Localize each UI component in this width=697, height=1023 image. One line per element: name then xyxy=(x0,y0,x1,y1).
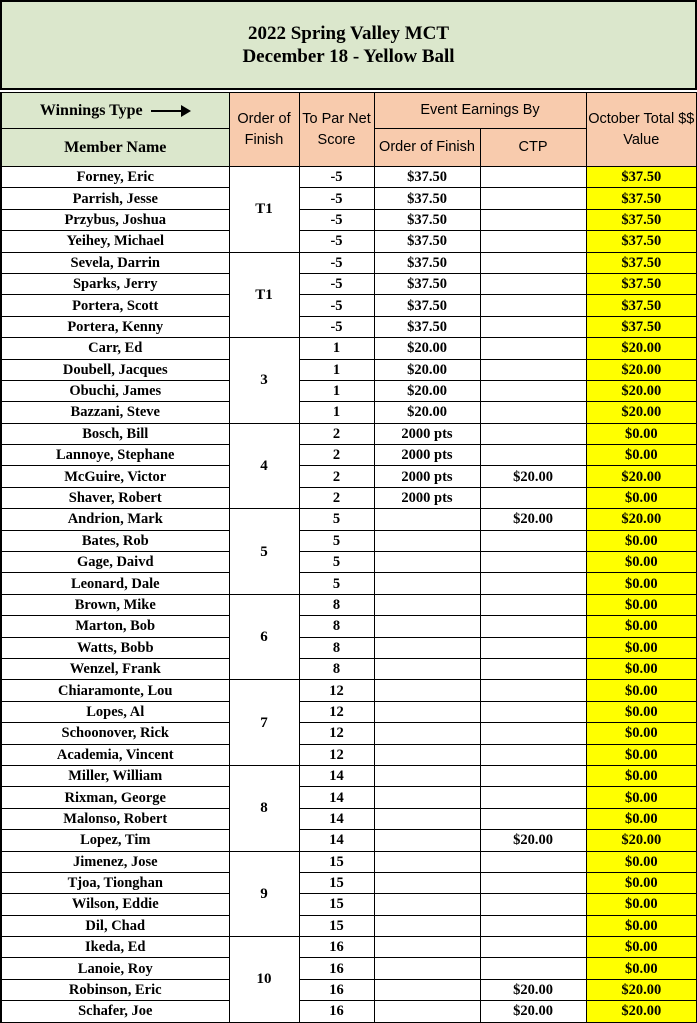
table-row xyxy=(1,787,697,808)
table-row xyxy=(1,958,697,979)
earnings-order-cell: $20.00 xyxy=(374,359,480,380)
earnings-ctp-cell xyxy=(480,723,586,744)
earnings-ctp-cell xyxy=(480,295,586,316)
earnings-order-cell xyxy=(374,723,480,744)
table-row xyxy=(1,188,697,209)
earnings-order-cell: $37.50 xyxy=(374,252,480,273)
order-of-finish-cell: 8 xyxy=(229,765,299,851)
earnings-ctp-cell xyxy=(480,316,586,337)
net-score-cell: 16 xyxy=(299,937,374,958)
table-row xyxy=(1,445,697,466)
earnings-ctp-cell xyxy=(480,445,586,466)
earnings-ctp-cell xyxy=(480,851,586,872)
total-value-cell: $20.00 xyxy=(586,1001,697,1022)
table-row xyxy=(1,552,697,573)
earnings-ctp-cell xyxy=(480,530,586,551)
table-row xyxy=(1,509,697,530)
results-table xyxy=(0,92,697,1023)
total-value-cell: $0.00 xyxy=(586,637,697,658)
earnings-order-cell: $37.50 xyxy=(374,295,480,316)
earnings-ctp-cell xyxy=(480,167,586,188)
member-name-cell: Lannoye, Stephane xyxy=(1,445,229,466)
earnings-ctp-cell xyxy=(480,252,586,273)
earnings-order-cell xyxy=(374,509,480,530)
net-score-cell: 5 xyxy=(299,509,374,530)
member-name-cell: Lanoie, Roy xyxy=(1,958,229,979)
earnings-order-cell xyxy=(374,937,480,958)
earnings-order-cell xyxy=(374,680,480,701)
member-name-cell: Obuchi, James xyxy=(1,380,229,401)
member-name-cell: Ikeda, Ed xyxy=(1,937,229,958)
member-name-cell: Doubell, Jacques xyxy=(1,359,229,380)
table-row xyxy=(1,273,697,294)
net-score-cell: 16 xyxy=(299,979,374,1000)
net-score-cell: -5 xyxy=(299,209,374,230)
event-earnings-header: Event Earnings By xyxy=(374,93,586,129)
total-value-cell: $0.00 xyxy=(586,937,697,958)
total-value-cell: $37.50 xyxy=(586,167,697,188)
table-row xyxy=(1,658,697,679)
net-score-cell: 2 xyxy=(299,466,374,487)
earnings-ctp-cell xyxy=(480,573,586,594)
table-row xyxy=(1,402,697,423)
member-name-cell: Forney, Eric xyxy=(1,167,229,188)
member-name-cell: Wenzel, Frank xyxy=(1,658,229,679)
earnings-order-cell: $37.50 xyxy=(374,188,480,209)
table-row xyxy=(1,937,697,958)
total-value-cell: $0.00 xyxy=(586,787,697,808)
order-of-finish-header: Order of Finish xyxy=(229,93,299,167)
member-name-cell: Sevela, Darrin xyxy=(1,252,229,273)
total-value-cell: $37.50 xyxy=(586,209,697,230)
earnings-ctp-cell xyxy=(480,765,586,786)
net-score-cell: -5 xyxy=(299,188,374,209)
total-value-cell: $0.00 xyxy=(586,872,697,893)
total-value-cell: $20.00 xyxy=(586,509,697,530)
earnings-ctp-cell xyxy=(480,701,586,722)
table-row xyxy=(1,765,697,786)
earnings-order-cell: $20.00 xyxy=(374,380,480,401)
total-value-cell: $20.00 xyxy=(586,359,697,380)
table-row xyxy=(1,723,697,744)
member-name-cell: Gage, Daivd xyxy=(1,552,229,573)
earnings-order-cell xyxy=(374,594,480,615)
net-score-cell: 1 xyxy=(299,338,374,359)
net-score-cell: 8 xyxy=(299,637,374,658)
net-score-cell: 15 xyxy=(299,915,374,936)
total-value-cell: $0.00 xyxy=(586,487,697,508)
net-score-cell: 5 xyxy=(299,530,374,551)
earnings-order-cell xyxy=(374,872,480,893)
member-name-cell: Miller, William xyxy=(1,765,229,786)
earnings-ctp-cell xyxy=(480,338,586,359)
member-name-cell: Schafer, Joe xyxy=(1,1001,229,1022)
table-row xyxy=(1,851,697,872)
earnings-order-cell: $37.50 xyxy=(374,273,480,294)
member-name-cell: McGuire, Victor xyxy=(1,466,229,487)
member-name-cell: Carr, Ed xyxy=(1,338,229,359)
total-value-cell: $37.50 xyxy=(586,188,697,209)
member-name-cell: Bates, Rob xyxy=(1,530,229,551)
table-row xyxy=(1,209,697,230)
total-value-cell: $0.00 xyxy=(586,723,697,744)
earnings-ctp-cell xyxy=(480,616,586,637)
total-value-cell: $0.00 xyxy=(586,744,697,765)
total-value-cell: $0.00 xyxy=(586,851,697,872)
total-value-cell: $20.00 xyxy=(586,979,697,1000)
table-row xyxy=(1,894,697,915)
member-name-cell: Yeihey, Michael xyxy=(1,231,229,252)
net-score-cell: -5 xyxy=(299,273,374,294)
table-row xyxy=(1,744,697,765)
member-name-cell: Lopes, Al xyxy=(1,701,229,722)
net-score-cell: 14 xyxy=(299,830,374,851)
net-score-cell: -5 xyxy=(299,167,374,188)
member-name-cell: Chiaramonte, Lou xyxy=(1,680,229,701)
total-value-cell: $0.00 xyxy=(586,701,697,722)
total-value-cell: $37.50 xyxy=(586,295,697,316)
table-row xyxy=(1,295,697,316)
earnings-order-cell xyxy=(374,808,480,829)
net-score-cell: 12 xyxy=(299,744,374,765)
earnings-order-cell: $20.00 xyxy=(374,338,480,359)
order-of-finish-cell: 3 xyxy=(229,338,299,424)
earnings-order-cell xyxy=(374,658,480,679)
member-name-cell: Bazzani, Steve xyxy=(1,402,229,423)
earnings-ctp-cell xyxy=(480,209,586,230)
total-value-cell: $0.00 xyxy=(586,808,697,829)
table-row xyxy=(1,1001,697,1022)
earnings-order-cell xyxy=(374,958,480,979)
earnings-ctp-cell xyxy=(480,594,586,615)
arrow-right-icon xyxy=(151,104,191,118)
member-name-cell: Marton, Bob xyxy=(1,616,229,637)
earnings-ctp-cell xyxy=(480,680,586,701)
net-score-cell: 15 xyxy=(299,872,374,893)
table-row xyxy=(1,872,697,893)
earnings-order-cell: 2000 pts xyxy=(374,423,480,444)
earnings-ctp-cell xyxy=(480,402,586,423)
table-row xyxy=(1,808,697,829)
member-name-cell: Przybus, Joshua xyxy=(1,209,229,230)
member-name-cell: Dil, Chad xyxy=(1,915,229,936)
total-value-cell: $37.50 xyxy=(586,273,697,294)
member-name-cell: Malonso, Robert xyxy=(1,808,229,829)
order-of-finish-cell: 10 xyxy=(229,937,299,1023)
member-name-cell: Portera, Kenny xyxy=(1,316,229,337)
member-name-cell: Leonard, Dale xyxy=(1,573,229,594)
net-score-cell: 16 xyxy=(299,1001,374,1022)
earnings-ctp-cell xyxy=(480,808,586,829)
net-score-cell: 12 xyxy=(299,680,374,701)
earnings-ctp-cell xyxy=(480,787,586,808)
table-row xyxy=(1,466,697,487)
earnings-ctp-cell xyxy=(480,915,586,936)
net-score-cell: 2 xyxy=(299,445,374,466)
order-of-finish-cell: 5 xyxy=(229,509,299,595)
total-value-cell: $37.50 xyxy=(586,231,697,252)
total-value-cell: $0.00 xyxy=(586,765,697,786)
earnings-ctp-cell xyxy=(480,872,586,893)
total-value-cell: $0.00 xyxy=(586,445,697,466)
earnings-order-cell xyxy=(374,552,480,573)
table-row xyxy=(1,979,697,1000)
earnings-order-cell xyxy=(374,744,480,765)
net-score-cell: 8 xyxy=(299,594,374,615)
order-of-finish-cell: 9 xyxy=(229,851,299,937)
table-row xyxy=(1,231,697,252)
member-name-cell: Andrion, Mark xyxy=(1,509,229,530)
earnings-order-cell xyxy=(374,765,480,786)
earnings-order-cell xyxy=(374,894,480,915)
total-value-cell: $20.00 xyxy=(586,338,697,359)
member-name-cell: Robinson, Eric xyxy=(1,979,229,1000)
member-name-cell: Tjoa, Tionghan xyxy=(1,872,229,893)
results-table-body xyxy=(1,93,697,1023)
order-of-finish-cell: T1 xyxy=(229,167,299,253)
net-score-cell: 8 xyxy=(299,658,374,679)
total-value-cell: $0.00 xyxy=(586,958,697,979)
member-name-cell: Academia, Vincent xyxy=(1,744,229,765)
total-value-cell: $37.50 xyxy=(586,316,697,337)
earnings-ctp-cell xyxy=(480,937,586,958)
net-score-cell: 2 xyxy=(299,487,374,508)
ee-order-of-finish-header: Order of Finish xyxy=(374,129,480,167)
table-row xyxy=(1,252,697,273)
table-row xyxy=(1,530,697,551)
order-of-finish-cell: T1 xyxy=(229,252,299,338)
earnings-order-cell xyxy=(374,637,480,658)
net-score-cell: -5 xyxy=(299,231,374,252)
net-score-cell: 16 xyxy=(299,958,374,979)
member-name-cell: Rixman, George xyxy=(1,787,229,808)
table-row xyxy=(1,594,697,615)
earnings-order-cell xyxy=(374,616,480,637)
earnings-order-cell xyxy=(374,573,480,594)
earnings-ctp-cell: $20.00 xyxy=(480,466,586,487)
table-row xyxy=(1,487,697,508)
earnings-order-cell: 2000 pts xyxy=(374,487,480,508)
earnings-ctp-cell: $20.00 xyxy=(480,509,586,530)
earnings-ctp-cell xyxy=(480,894,586,915)
total-value-cell: $0.00 xyxy=(586,894,697,915)
earnings-ctp-cell xyxy=(480,188,586,209)
member-name-cell: Brown, Mike xyxy=(1,594,229,615)
order-of-finish-cell: 7 xyxy=(229,680,299,766)
member-name-cell: Jimenez, Jose xyxy=(1,851,229,872)
earnings-ctp-cell xyxy=(480,231,586,252)
member-name-cell: Lopez, Tim xyxy=(1,830,229,851)
net-score-cell: 8 xyxy=(299,616,374,637)
earnings-ctp-cell xyxy=(480,359,586,380)
earnings-ctp-cell xyxy=(480,273,586,294)
earnings-order-cell xyxy=(374,787,480,808)
earnings-ctp-cell: $20.00 xyxy=(480,830,586,851)
table-row xyxy=(1,423,697,444)
table-row xyxy=(1,338,697,359)
earnings-order-cell xyxy=(374,830,480,851)
net-score-cell: 5 xyxy=(299,573,374,594)
earnings-order-cell xyxy=(374,1001,480,1022)
table-row xyxy=(1,830,697,851)
total-value-cell: $20.00 xyxy=(586,466,697,487)
table-row xyxy=(1,680,697,701)
member-name-cell: Watts, Bobb xyxy=(1,637,229,658)
table-row xyxy=(1,573,697,594)
earnings-ctp-cell xyxy=(480,487,586,508)
total-value-cell: $0.00 xyxy=(586,530,697,551)
total-value-cell: $20.00 xyxy=(586,830,697,851)
table-row xyxy=(1,701,697,722)
total-value-cell: $20.00 xyxy=(586,380,697,401)
net-score-cell: -5 xyxy=(299,252,374,273)
table-row xyxy=(1,616,697,637)
total-value-cell: $0.00 xyxy=(586,573,697,594)
net-score-cell: 15 xyxy=(299,894,374,915)
total-value-cell: $0.00 xyxy=(586,552,697,573)
net-score-cell: 2 xyxy=(299,423,374,444)
net-score-cell: 15 xyxy=(299,851,374,872)
net-score-cell: 14 xyxy=(299,765,374,786)
winnings-type-header xyxy=(1,93,229,129)
earnings-order-cell: $37.50 xyxy=(374,167,480,188)
earnings-ctp-cell xyxy=(480,552,586,573)
net-score-cell: 1 xyxy=(299,402,374,423)
header-row-1 xyxy=(1,93,697,129)
earnings-ctp-cell: $20.00 xyxy=(480,1001,586,1022)
earnings-ctp-cell xyxy=(480,658,586,679)
table-row xyxy=(1,316,697,337)
earnings-ctp-cell xyxy=(480,637,586,658)
earnings-ctp-cell xyxy=(480,423,586,444)
title-banner xyxy=(0,0,697,90)
earnings-ctp-cell xyxy=(480,958,586,979)
member-name-header: Member Name xyxy=(1,129,229,167)
table-row xyxy=(1,380,697,401)
table-row xyxy=(1,915,697,936)
net-score-cell: 5 xyxy=(299,552,374,573)
ee-ctp-header: CTP xyxy=(480,129,586,167)
order-of-finish-cell: 4 xyxy=(229,423,299,509)
table-row xyxy=(1,637,697,658)
earnings-order-cell: $20.00 xyxy=(374,402,480,423)
member-name-cell: Parrish, Jesse xyxy=(1,188,229,209)
total-value-cell: $20.00 xyxy=(586,402,697,423)
net-score-cell: -5 xyxy=(299,295,374,316)
earnings-ctp-cell xyxy=(480,744,586,765)
total-value-cell: $0.00 xyxy=(586,915,697,936)
order-of-finish-cell: 6 xyxy=(229,594,299,680)
net-score-cell: 14 xyxy=(299,808,374,829)
earnings-order-cell xyxy=(374,530,480,551)
table-row xyxy=(1,359,697,380)
earnings-order-cell xyxy=(374,915,480,936)
member-name-cell: Sparks, Jerry xyxy=(1,273,229,294)
net-score-cell: 12 xyxy=(299,701,374,722)
earnings-order-cell: $37.50 xyxy=(374,209,480,230)
earnings-order-cell xyxy=(374,851,480,872)
table-row xyxy=(1,167,697,188)
member-name-cell: Shaver, Robert xyxy=(1,487,229,508)
net-score-cell: 1 xyxy=(299,359,374,380)
earnings-ctp-cell: $20.00 xyxy=(480,979,586,1000)
earnings-order-cell: $37.50 xyxy=(374,231,480,252)
member-name-cell: Schoonover, Rick xyxy=(1,723,229,744)
member-name-cell: Portera, Scott xyxy=(1,295,229,316)
net-score-cell: -5 xyxy=(299,316,374,337)
net-score-cell: 14 xyxy=(299,787,374,808)
total-value-cell: $0.00 xyxy=(586,594,697,615)
earnings-order-cell xyxy=(374,979,480,1000)
title-line-1: 2022 Spring Valley MCT xyxy=(247,23,450,44)
earnings-order-cell: 2000 pts xyxy=(374,466,480,487)
earnings-order-cell: 2000 pts xyxy=(374,445,480,466)
member-name-cell: Wilson, Eddie xyxy=(1,894,229,915)
total-value-cell: $37.50 xyxy=(586,252,697,273)
winnings-type-label: Winnings Type xyxy=(39,101,143,119)
net-score-cell: 1 xyxy=(299,380,374,401)
total-value-cell: $0.00 xyxy=(586,680,697,701)
total-value-cell: $0.00 xyxy=(586,658,697,679)
earnings-order-cell xyxy=(374,701,480,722)
earnings-ctp-cell xyxy=(480,380,586,401)
member-name-cell: Bosch, Bill xyxy=(1,423,229,444)
total-value-cell: $0.00 xyxy=(586,616,697,637)
earnings-order-cell: $37.50 xyxy=(374,316,480,337)
title-line-2: December 18 - Yellow Ball xyxy=(242,46,455,67)
october-total-header: October Total $$ Value xyxy=(586,93,697,167)
total-value-cell: $0.00 xyxy=(586,423,697,444)
to-par-net-score-header: To Par Net Score xyxy=(299,93,374,167)
net-score-cell: 12 xyxy=(299,723,374,744)
